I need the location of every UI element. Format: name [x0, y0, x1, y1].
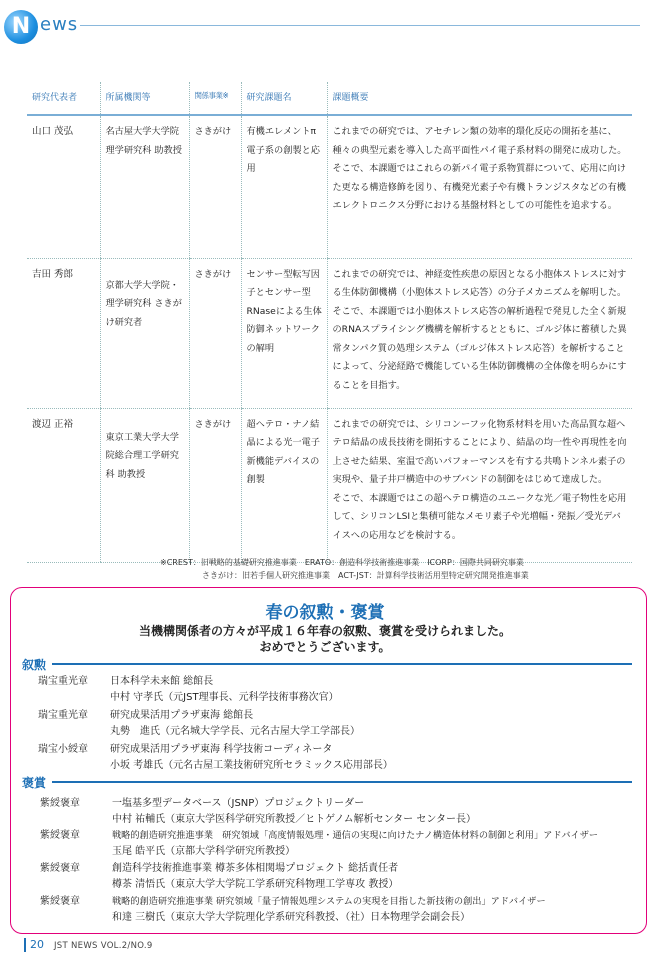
footnote-line-1: ※CREST：旧戦略的基礎研究推進事業 ERATO：創造科学技術推進事業 ICORP：国際共同研究事業 — [160, 558, 524, 567]
title-cell: 超ヘテロ・ナノ結晶による光一電子新機能デバイスの創製 — [241, 408, 327, 562]
table-row — [27, 258, 632, 408]
award-type: 瑞宝重光章 — [38, 710, 88, 721]
title-cell: センサー型転写因子とセンサー型RNaseによる生体防御ネットワークの解明 — [241, 258, 327, 408]
news-logo-icon: N — [4, 10, 38, 44]
award-line-1: 日本科学未来館 総館長 — [110, 676, 214, 687]
col-header-title: 研究課題名 — [241, 82, 327, 115]
table-row — [27, 115, 632, 258]
hosho-label: 褒賞 — [22, 776, 47, 790]
table-row — [27, 408, 632, 562]
summary-cell: これまでの研究では、シリコンーフッ化物系材料を用いた高品質な超ヘテロ結晶の成長技術を開拓することにより、結晶の均一性や再現性を向上させた結果、室温で高いパフォーマンスを有する共鳴トンネル素子の実現や、量子井戸構造中のサブバンドの制御をはじめて達成した。 そこで、本課題ではこの超ヘテロ構造のユニークな光／電子物性を応用して、シリコンLSIと集積可能なメモリ素子や光増幅・発振／受光デバイスへの応用などを検討する。 — [327, 408, 632, 562]
awards-subtitle-1: 当機構関係者の方々が平成１６年春の叙勲、褒賞を受けられました。 — [138, 624, 511, 638]
jokun-label: 叙勲 — [22, 658, 47, 672]
col-header-representative: 研究代表者 — [27, 82, 100, 115]
award-line-1: 一塩基多型データベース（JSNP）プロジェクトリーダー — [112, 798, 365, 809]
header-rule — [80, 25, 640, 26]
research-table — [27, 82, 632, 563]
table-header-row — [27, 82, 632, 115]
award-line-1: 研究成果活用プラザ東海 総館長 — [110, 710, 254, 721]
representative-name: 渡辺 正裕 — [27, 408, 100, 562]
awards-subtitle-2: おめでとうございます。 — [259, 640, 391, 654]
program-cell: さきがけ — [189, 115, 241, 258]
footnote-line-2: さきがけ：旧若手個人研究推進事業 ACT-JST：計算科学技術活用型特定研究開発推進事業 — [202, 571, 529, 580]
news-heading: ews — [40, 14, 79, 35]
award-type: 紫綬褒章 — [40, 896, 80, 907]
jokun-rule — [52, 663, 632, 665]
program-cell: さきがけ — [189, 408, 241, 562]
affiliation-cell: 名古屋大学大学院理学研究科 助教授 — [100, 115, 189, 258]
award-type: 紫綬褒章 — [40, 863, 80, 874]
col-header-summary: 課題概要 — [327, 82, 632, 115]
award-type: 紫綬褒章 — [40, 798, 80, 809]
award-line-2: 小坂 考雄氏（元名古屋工業技術研究所セラミックス応用部長） — [110, 760, 393, 771]
col-header-affiliation: 所属機関等 — [100, 82, 189, 115]
affiliation-cell: 東京工業大学大学院総合理工学研究科 助教授 — [100, 408, 189, 562]
representative-name: 山口 茂弘 — [27, 115, 100, 258]
representative-name: 吉田 秀郎 — [27, 258, 100, 408]
award-line-2: 樽茶 清悟氏（東京大学大学院工学系研究科物理工学専攻 教授） — [112, 879, 399, 890]
summary-cell: これまでの研究では、アセチレン類の効率的環化反応の開拓を基に、種々の典型元素を導入した高平面性パイ電子系材料の開発に成功した。 そこで、本課題ではこれらの新パイ電子系物質群について、応用に向けた更なる構造修飾を図り、有機発光素子や有機トランジスタなどの有機エレクトロニクス分野における基盤材料としての可能性を追求する。 — [327, 115, 632, 258]
award-line-1: 戦略的創造研究推進事業 研究領域「高度情報処理・通信の実現に向けたナノ構造体材料の制御と利用」アドバイザー — [112, 830, 599, 841]
award-type: 瑞宝小綬章 — [38, 744, 88, 755]
award-line-2: 玉尾 皓平氏（京都大学科学研究所教授） — [112, 846, 296, 857]
award-line-2: 和達 三樹氏（東京大学大学院理化学系研究科教授、（社）日本物理学会副会長） — [112, 912, 471, 923]
summary-cell: これまでの研究では、神経変性疾患の原因となる小胞体ストレスに対する生体防御機構（小胞体ストレス応答）の分子メカニズムを解明した。 そこで、本課題では小胞体ストレス応答の解析過程で発見した全く新規のRNAスプライシング機構を解析するとともに、ゴルジ体に蓄積した異常タンパク質の処理システム（ゴルジ体ストレス応答）を解析することによって、分泌経路で機能している生体防御機構の全体像を明らかにすることを目指す。 — [327, 258, 632, 408]
award-line-2: 中村 祐輔氏（東京大学医科学研究所教授／ヒトゲノム解析センター センター長） — [112, 814, 476, 825]
affiliation-cell: 京都大学大学院・理学研究科 さきがけ研究者 — [100, 258, 189, 408]
award-line-2: 中村 守孝氏（元JST理事長、元科学技術事務次官） — [110, 692, 339, 703]
publication-footer: JST NEWS VOL.2/NO.9 — [54, 941, 153, 951]
award-type: 紫綬褒章 — [40, 830, 80, 841]
award-line-1: 戦略的創造研究推進事業 研究領域「量子情報処理システムの実現を目指した新技術の創出」アドバイザー — [112, 896, 546, 907]
title-cell: 有機エレメントπ電子系の創製と応用 — [241, 115, 327, 258]
col-header-program: 関係事業※ — [189, 82, 241, 115]
award-line-2: 丸勢 進氏（元名城大学学長、元名古屋大学工学部長） — [110, 726, 360, 737]
awards-title: 春の叙勲・褒賞 — [265, 603, 385, 623]
hosho-rule — [52, 781, 632, 783]
program-cell: さきがけ — [189, 258, 241, 408]
news-header — [0, 0, 650, 50]
award-line-1: 創造科学技術推進事業 樽茶多体相関場プロジェクト 総括責任者 — [112, 863, 399, 874]
award-type: 瑞宝重光章 — [38, 676, 88, 687]
page-number: 20 — [30, 938, 44, 951]
award-line-1: 研究成果活用プラザ東海 科学技術コーディネータ — [110, 744, 333, 755]
page-number-bar — [24, 938, 26, 952]
